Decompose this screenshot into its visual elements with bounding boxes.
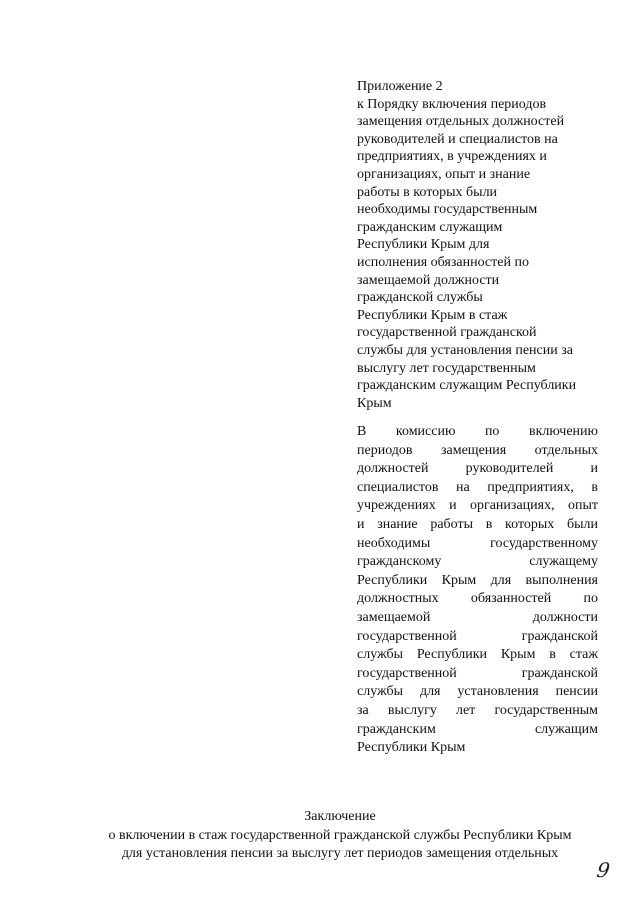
addressee-line: В комиссию по включению [357,424,598,439]
conclusion-subtitle-line: для установления пенсии за выслугу лет периодов замещения отдельных [121,846,559,862]
appendix-line: работы в которых были [357,184,498,200]
appendix-line: организациях, опыт и знание [357,166,531,182]
addressee-line: службы для установления пенсии [357,684,598,700]
conclusion-title: Заключение [304,809,376,824]
appendix-line: гражданским служащим Республики [357,378,577,394]
conclusion-subtitle-line: о включении в стаж государственной гражданской службы Республики Крым [108,827,572,843]
addressee-line: гражданскому служащему [357,554,598,570]
appendix-line: выслугу лет государственным [357,360,536,376]
addressee-line: Республики Крым для выполнения [357,572,598,588]
addressee-block [357,423,598,758]
appendix-line: необходимы государственным [357,202,538,218]
addressee-line: должностей руководителей и [357,461,598,477]
addressee-line: гражданским служащим [357,721,598,737]
addressee-line: службы Республики Крым в стаж [357,647,598,663]
appendix-line: руководителей и специалистов на [357,131,558,147]
appendix-line: исполнения обязанностей по [357,254,529,270]
appendix-line: к Порядку включения периодов [357,96,547,112]
addressee-line: учреждениях и организациях, опыт [357,498,598,514]
appendix-line: Республики Крым в стаж [357,307,508,323]
page-number: 9 [595,858,612,882]
appendix-line: гражданским служащим [357,219,503,235]
appendix-line: Республики Крым для [357,237,490,253]
appendix-line: Крым [357,395,392,411]
addressee-line: государственной гражданской [357,628,598,644]
appendix-line: замещения отдельных должностей [357,114,565,130]
addressee-line: государственной гражданской [357,665,598,681]
addressee-line: и знание работы в которых были [357,516,598,532]
addressee-line: специалистов на предприятиях, в [357,479,598,495]
appendix-line: замещаемой должности [357,272,500,288]
addressee-line: необходимы государственному [357,535,598,551]
appendix-line: Приложение 2 [357,79,443,94]
addressee-line: за выслугу лет государственным [357,702,598,718]
conclusion-heading [60,808,620,864]
appendix-reference [357,78,617,412]
addressee-line: замещаемой должности [357,609,598,625]
appendix-line: предприятиях, в учреждениях и [357,149,547,165]
addressee-line: Республики Крым [357,740,466,756]
appendix-line: государственной гражданской [357,325,537,341]
appendix-line: службы для установления пенсии за [357,342,573,358]
addressee-line: должностных обязанностей по [357,591,598,607]
appendix-line: гражданской службы [357,290,483,306]
addressee-line: периодов замещения отдельных [357,442,598,458]
